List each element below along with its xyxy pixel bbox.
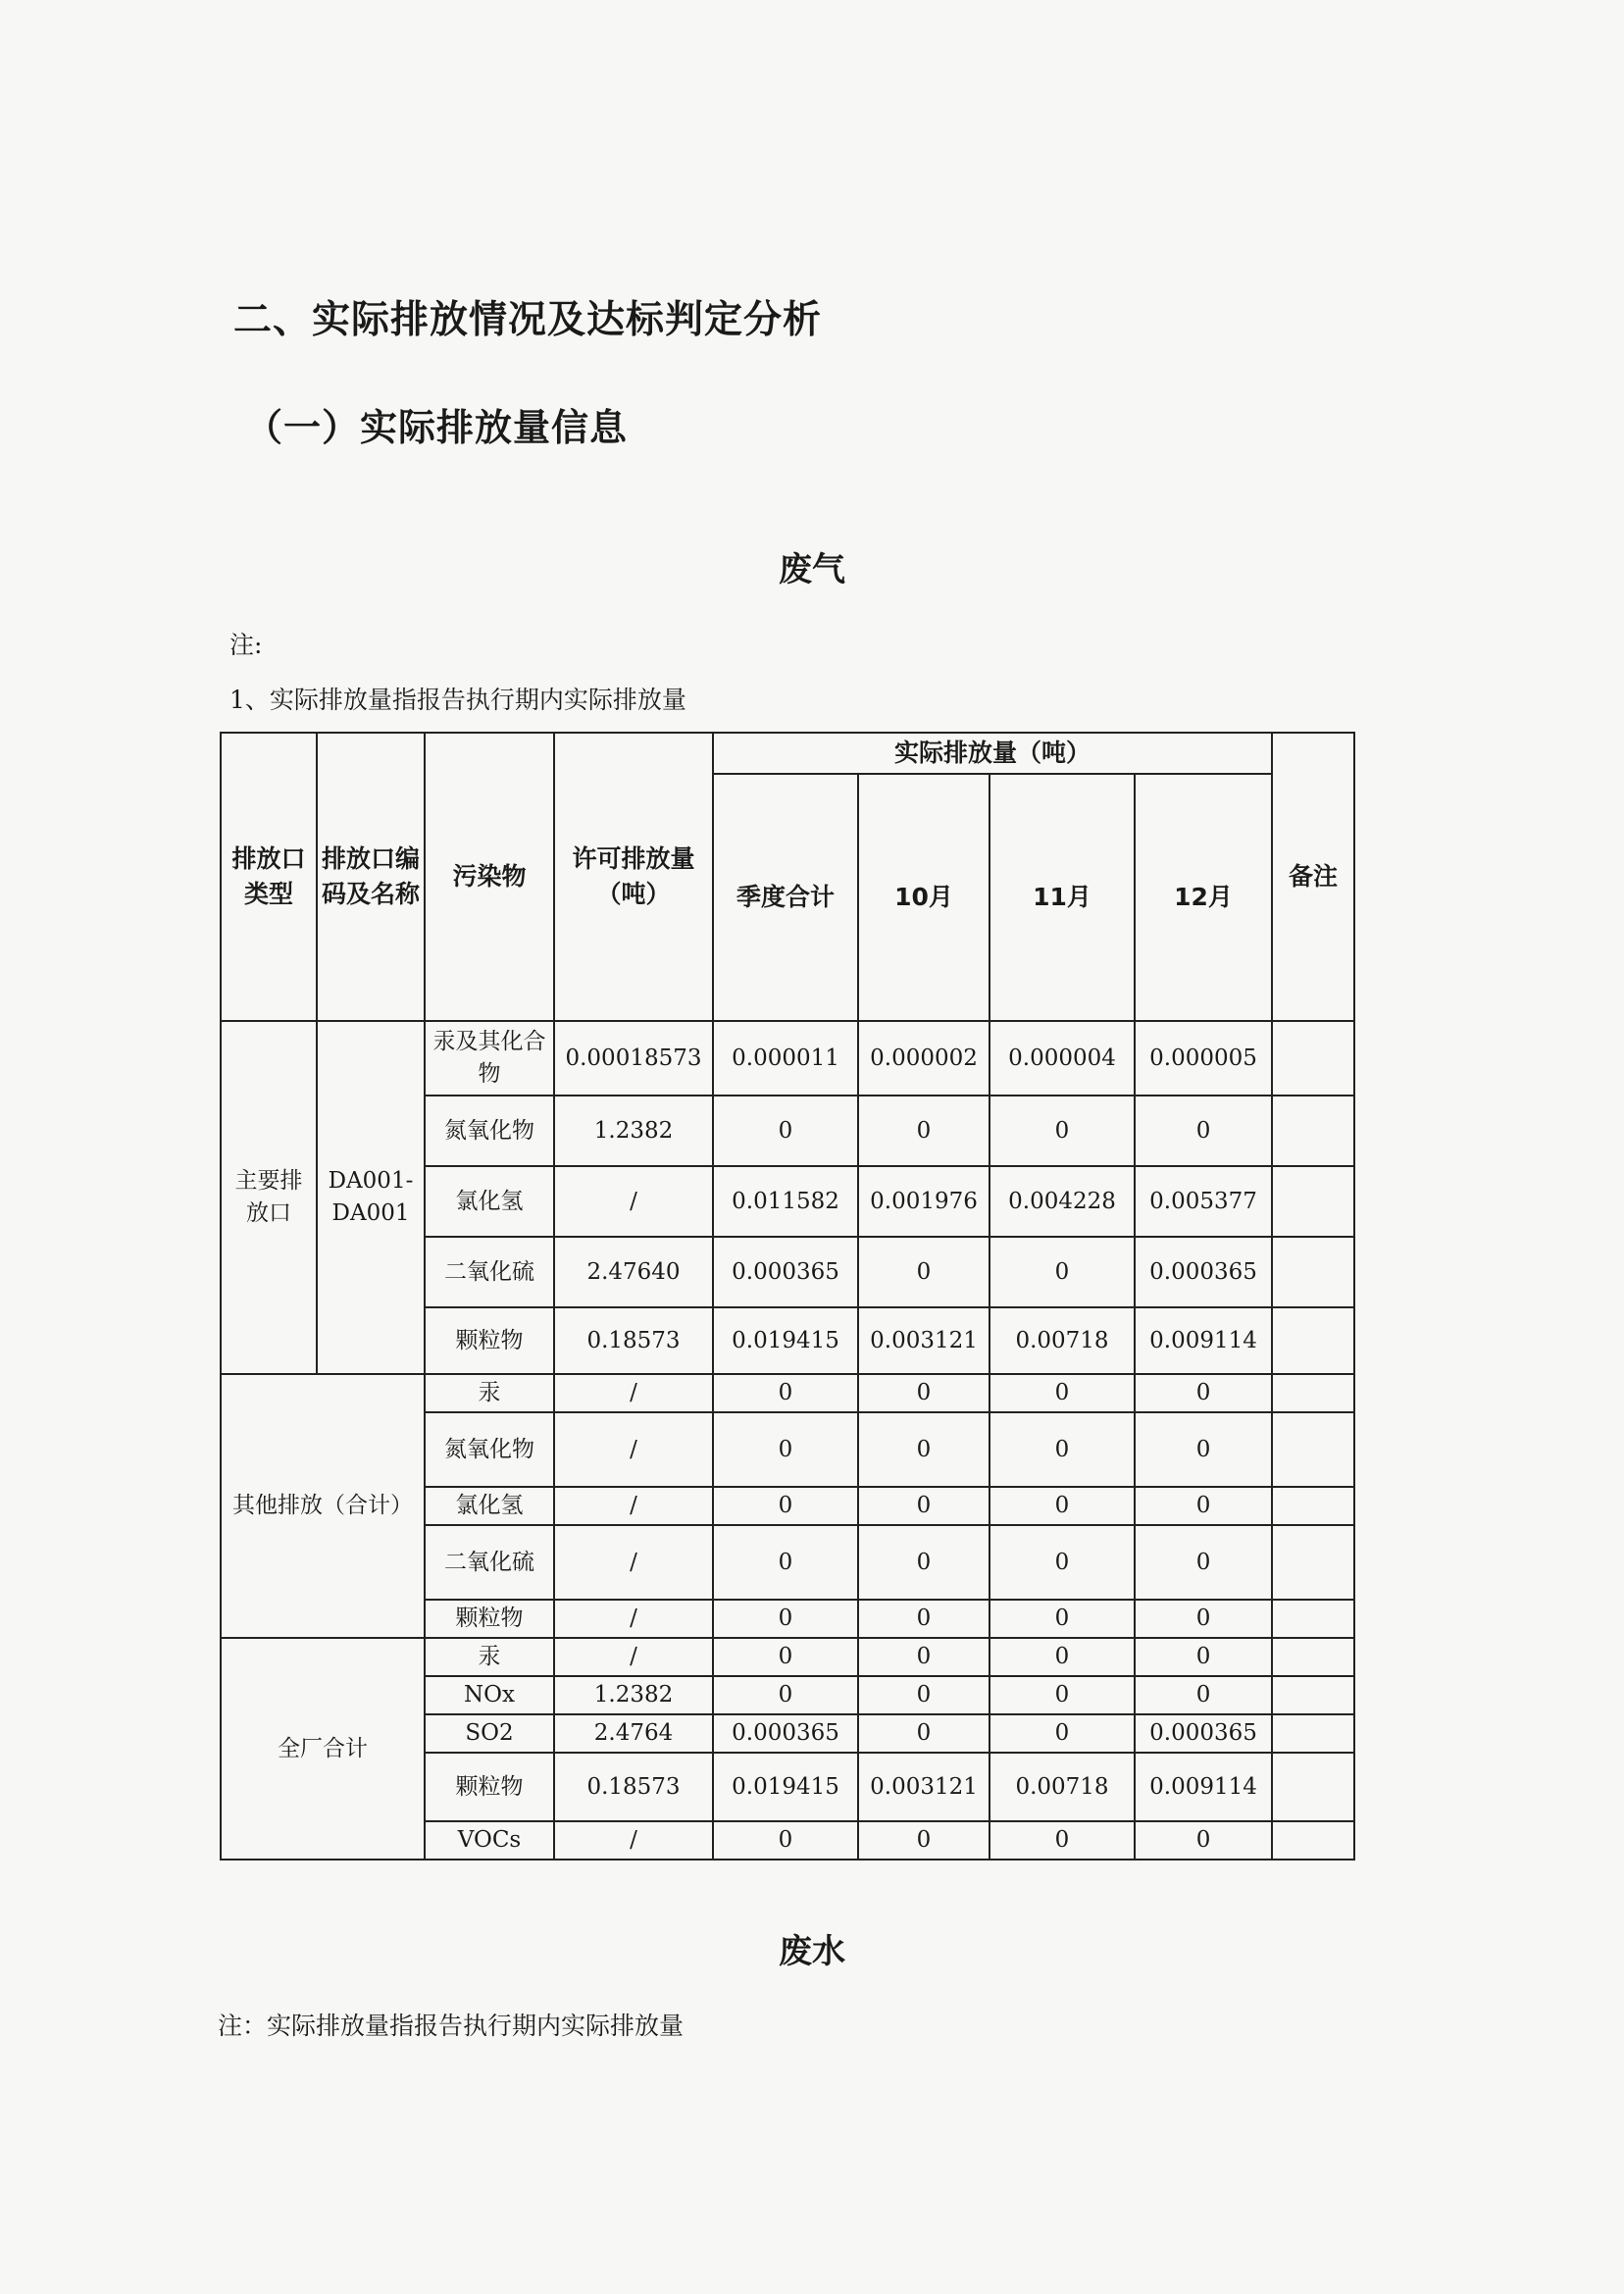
remark-cell bbox=[1272, 1600, 1354, 1638]
permit-cell: / bbox=[554, 1166, 713, 1237]
header-actual-group: 实际排放量（吨） bbox=[713, 733, 1272, 774]
permit-cell: / bbox=[554, 1374, 713, 1412]
total-cell: 0 bbox=[713, 1096, 858, 1166]
month3-cell: 0.009114 bbox=[1135, 1307, 1272, 1374]
month2-cell: 0 bbox=[990, 1638, 1135, 1676]
month3-cell: 0.000365 bbox=[1135, 1237, 1272, 1307]
month1-cell: 0 bbox=[858, 1237, 990, 1307]
month3-cell: 0 bbox=[1135, 1487, 1272, 1525]
permit-cell: 0.18573 bbox=[554, 1307, 713, 1374]
air-note-label: 注: bbox=[229, 631, 263, 659]
remark-cell bbox=[1272, 1307, 1354, 1374]
permit-cell: / bbox=[554, 1638, 713, 1676]
total-cell: 0 bbox=[713, 1600, 858, 1638]
permit-cell: / bbox=[554, 1821, 713, 1860]
remark-cell bbox=[1272, 1638, 1354, 1676]
air-title: 废气 bbox=[779, 550, 845, 589]
total-cell: 0 bbox=[713, 1412, 858, 1487]
header-outlet-code: 排放口编码及名称 bbox=[317, 733, 425, 1021]
section-title: 二、实际排放情况及达标判定分析 bbox=[233, 298, 823, 342]
header-month-3: 12月 bbox=[1135, 774, 1272, 1021]
pollutant-cell: VOCs bbox=[425, 1821, 554, 1860]
month1-cell: 0.000002 bbox=[858, 1021, 990, 1096]
month1-cell: 0 bbox=[858, 1412, 990, 1487]
total-cell: 0 bbox=[713, 1821, 858, 1860]
total-cell: 0.000011 bbox=[713, 1021, 858, 1096]
total-cell: 0 bbox=[713, 1487, 858, 1525]
month2-cell: 0 bbox=[990, 1714, 1135, 1753]
pollutant-cell: 颗粒物 bbox=[425, 1307, 554, 1374]
total-cell: 0.000365 bbox=[713, 1714, 858, 1753]
pollutant-cell: 二氧化硫 bbox=[425, 1237, 554, 1307]
pollutant-cell: 氯化氢 bbox=[425, 1487, 554, 1525]
total-cell: 0.000365 bbox=[713, 1237, 858, 1307]
total-cell: 0.019415 bbox=[713, 1307, 858, 1374]
air-note-1: 1、实际排放量指报告执行期内实际排放量 bbox=[229, 686, 686, 714]
month1-cell: 0 bbox=[858, 1487, 990, 1525]
remark-cell bbox=[1272, 1166, 1354, 1237]
permit-cell: / bbox=[554, 1412, 713, 1487]
header-outlet-type: 排放口类型 bbox=[221, 733, 317, 1021]
header-pollutant: 污染物 bbox=[425, 733, 554, 1021]
month3-cell: 0 bbox=[1135, 1676, 1272, 1714]
remark-cell bbox=[1272, 1753, 1354, 1821]
month2-cell: 0.00718 bbox=[990, 1753, 1135, 1821]
permit-cell: 1.2382 bbox=[554, 1096, 713, 1166]
pollutant-cell: 氮氧化物 bbox=[425, 1096, 554, 1166]
month3-cell: 0.009114 bbox=[1135, 1753, 1272, 1821]
total-cell: 0 bbox=[713, 1525, 858, 1600]
month3-cell: 0 bbox=[1135, 1821, 1272, 1860]
remark-cell bbox=[1272, 1412, 1354, 1487]
month3-cell: 0.005377 bbox=[1135, 1166, 1272, 1237]
month1-cell: 0 bbox=[858, 1096, 990, 1166]
total-cell: 0 bbox=[713, 1676, 858, 1714]
month2-cell: 0 bbox=[990, 1096, 1135, 1166]
remark-cell bbox=[1272, 1821, 1354, 1860]
month3-cell: 0.000365 bbox=[1135, 1714, 1272, 1753]
pollutant-cell: 汞 bbox=[425, 1374, 554, 1412]
month1-cell: 0 bbox=[858, 1600, 990, 1638]
pollutant-cell: 氯化氢 bbox=[425, 1166, 554, 1237]
permit-cell: 0.00018573 bbox=[554, 1021, 713, 1096]
permit-cell: 0.18573 bbox=[554, 1753, 713, 1821]
outlet-type-plant-total: 全厂合计 bbox=[221, 1638, 425, 1860]
month2-cell: 0.00718 bbox=[990, 1307, 1135, 1374]
total-cell: 0 bbox=[713, 1638, 858, 1676]
permit-cell: / bbox=[554, 1600, 713, 1638]
remark-cell bbox=[1272, 1021, 1354, 1096]
month1-cell: 0 bbox=[858, 1374, 990, 1412]
header-month-1: 10月 bbox=[858, 774, 990, 1021]
month2-cell: 0 bbox=[990, 1237, 1135, 1307]
pollutant-cell: 氮氧化物 bbox=[425, 1412, 554, 1487]
month2-cell: 0 bbox=[990, 1600, 1135, 1638]
month2-cell: 0 bbox=[990, 1374, 1135, 1412]
permit-cell: / bbox=[554, 1487, 713, 1525]
outlet-code-main: DA001-DA001 bbox=[317, 1021, 425, 1374]
month1-cell: 0.001976 bbox=[858, 1166, 990, 1237]
month3-cell: 0 bbox=[1135, 1096, 1272, 1166]
air-emission-table bbox=[220, 732, 1355, 1861]
month1-cell: 0 bbox=[858, 1638, 990, 1676]
remark-cell bbox=[1272, 1676, 1354, 1714]
remark-cell bbox=[1272, 1487, 1354, 1525]
total-cell: 0.019415 bbox=[713, 1753, 858, 1821]
month2-cell: 0.004228 bbox=[990, 1166, 1135, 1237]
water-title: 废水 bbox=[779, 1932, 845, 1971]
month1-cell: 0 bbox=[858, 1821, 990, 1860]
month1-cell: 0 bbox=[858, 1525, 990, 1600]
month1-cell: 0.003121 bbox=[858, 1307, 990, 1374]
header-remark: 备注 bbox=[1272, 733, 1354, 1021]
remark-cell bbox=[1272, 1374, 1354, 1412]
month1-cell: 0 bbox=[858, 1714, 990, 1753]
month2-cell: 0 bbox=[990, 1525, 1135, 1600]
water-note: 注：实际排放量指报告执行期内实际排放量 bbox=[218, 2012, 685, 2040]
month2-cell: 0 bbox=[990, 1676, 1135, 1714]
subsection-title: （一）实际排放量信息 bbox=[245, 406, 629, 449]
month3-cell: 0 bbox=[1135, 1600, 1272, 1638]
month2-cell: 0 bbox=[990, 1412, 1135, 1487]
month3-cell: 0 bbox=[1135, 1525, 1272, 1600]
month3-cell: 0 bbox=[1135, 1374, 1272, 1412]
month1-cell: 0 bbox=[858, 1676, 990, 1714]
remark-cell bbox=[1272, 1714, 1354, 1753]
outlet-type-other: 其他排放（合计） bbox=[221, 1374, 425, 1638]
month2-cell: 0.000004 bbox=[990, 1021, 1135, 1096]
header-quarter-total: 季度合计 bbox=[713, 774, 858, 1021]
pollutant-cell: NOx bbox=[425, 1676, 554, 1714]
pollutant-cell: 颗粒物 bbox=[425, 1600, 554, 1638]
permit-cell: 2.47640 bbox=[554, 1237, 713, 1307]
total-cell: 0 bbox=[713, 1374, 858, 1412]
permit-cell: 2.4764 bbox=[554, 1714, 713, 1753]
pollutant-cell: 颗粒物 bbox=[425, 1753, 554, 1821]
month3-cell: 0 bbox=[1135, 1638, 1272, 1676]
pollutant-cell: 汞 bbox=[425, 1638, 554, 1676]
header-month-2: 11月 bbox=[990, 774, 1135, 1021]
total-cell: 0.011582 bbox=[713, 1166, 858, 1237]
month3-cell: 0 bbox=[1135, 1412, 1272, 1487]
month1-cell: 0.003121 bbox=[858, 1753, 990, 1821]
pollutant-cell: 汞及其化合物 bbox=[425, 1021, 554, 1096]
month2-cell: 0 bbox=[990, 1487, 1135, 1525]
remark-cell bbox=[1272, 1237, 1354, 1307]
month3-cell: 0.000005 bbox=[1135, 1021, 1272, 1096]
permit-cell: 1.2382 bbox=[554, 1676, 713, 1714]
pollutant-cell: SO2 bbox=[425, 1714, 554, 1753]
outlet-type-main: 主要排放口 bbox=[221, 1021, 317, 1374]
remark-cell bbox=[1272, 1525, 1354, 1600]
header-permit: 许可排放量（吨） bbox=[554, 733, 713, 1021]
pollutant-cell: 二氧化硫 bbox=[425, 1525, 554, 1600]
remark-cell bbox=[1272, 1096, 1354, 1166]
permit-cell: / bbox=[554, 1525, 713, 1600]
month2-cell: 0 bbox=[990, 1821, 1135, 1860]
